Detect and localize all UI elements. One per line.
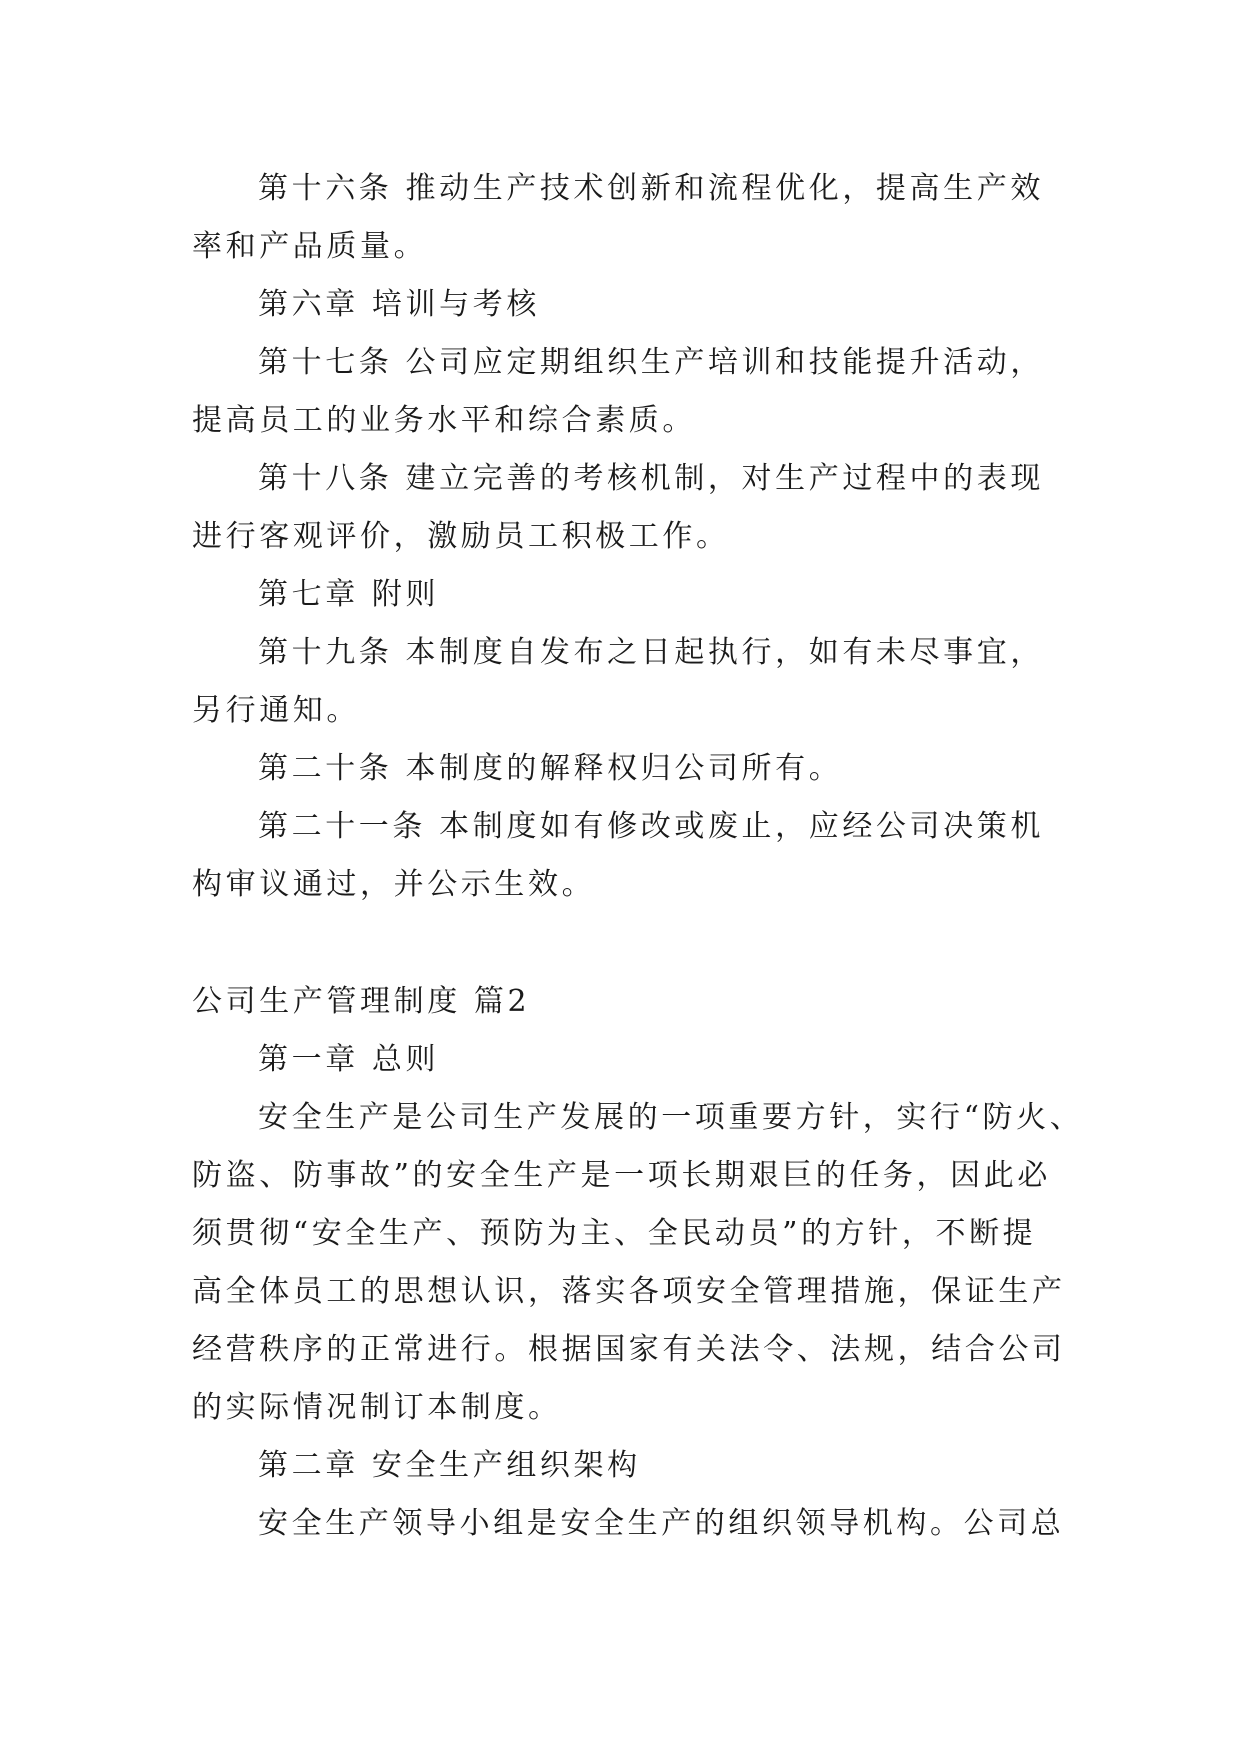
paragraph-line: 的实际情况制订本制度。 [192, 1390, 562, 1425]
paragraph-line: 防盗、防事故”的安全生产是一项长期艰巨的任务，因此必 [192, 1158, 1051, 1193]
paragraph-line: 第十九条 本制度自发布之日起执行，如有未尽事宜， [258, 635, 1044, 670]
paragraph-line: 第十六条 推动生产技术创新和流程优化，提高生产效 [258, 171, 1044, 206]
paragraph-line: 第二十一条 本制度如有修改或废止，应经公司决策机 [258, 809, 1044, 844]
chapter-heading: 第六章 培训与考核 [258, 287, 540, 322]
paragraph-line: 经营秩序的正常进行。根据国家有关法令、法规，结合公司 [192, 1332, 1066, 1367]
document-page [192, 160, 1084, 1553]
paragraph-line: 第十八条 建立完善的考核机制，对生产过程中的表现 [258, 461, 1044, 496]
section-title: 公司生产管理制度 篇2 [192, 984, 531, 1019]
paragraph-line: 构审议通过，并公示生效。 [192, 867, 596, 902]
chapter-heading: 第一章 总则 [258, 1042, 440, 1077]
paragraph-line: 另行通知。 [192, 693, 360, 728]
chapter-heading: 第七章 附则 [258, 577, 440, 612]
paragraph-line: 安全生产是公司生产发展的一项重要方针，实行“防火、 [258, 1100, 1084, 1135]
paragraph-line: 须贯彻“安全生产、预防为主、全民动员”的方针，不断提 [192, 1216, 1037, 1251]
paragraph-line: 第十七条 公司应定期组织生产培训和技能提升活动， [258, 345, 1044, 380]
paragraph-line: 进行客观评价，激励员工积极工作。 [192, 519, 730, 554]
paragraph-line: 高全体员工的思想认识，落实各项安全管理措施，保证生产 [192, 1274, 1066, 1309]
paragraph-line: 提高员工的业务水平和综合素质。 [192, 403, 696, 438]
paragraph-line: 安全生产领导小组是安全生产的组织领导机构。公司总 [258, 1506, 1065, 1541]
paragraph-line: 率和产品质量。 [192, 229, 428, 264]
chapter-heading: 第二章 安全生产组织架构 [258, 1448, 641, 1483]
paragraph-line: 第二十条 本制度的解释权归公司所有。 [258, 751, 843, 786]
